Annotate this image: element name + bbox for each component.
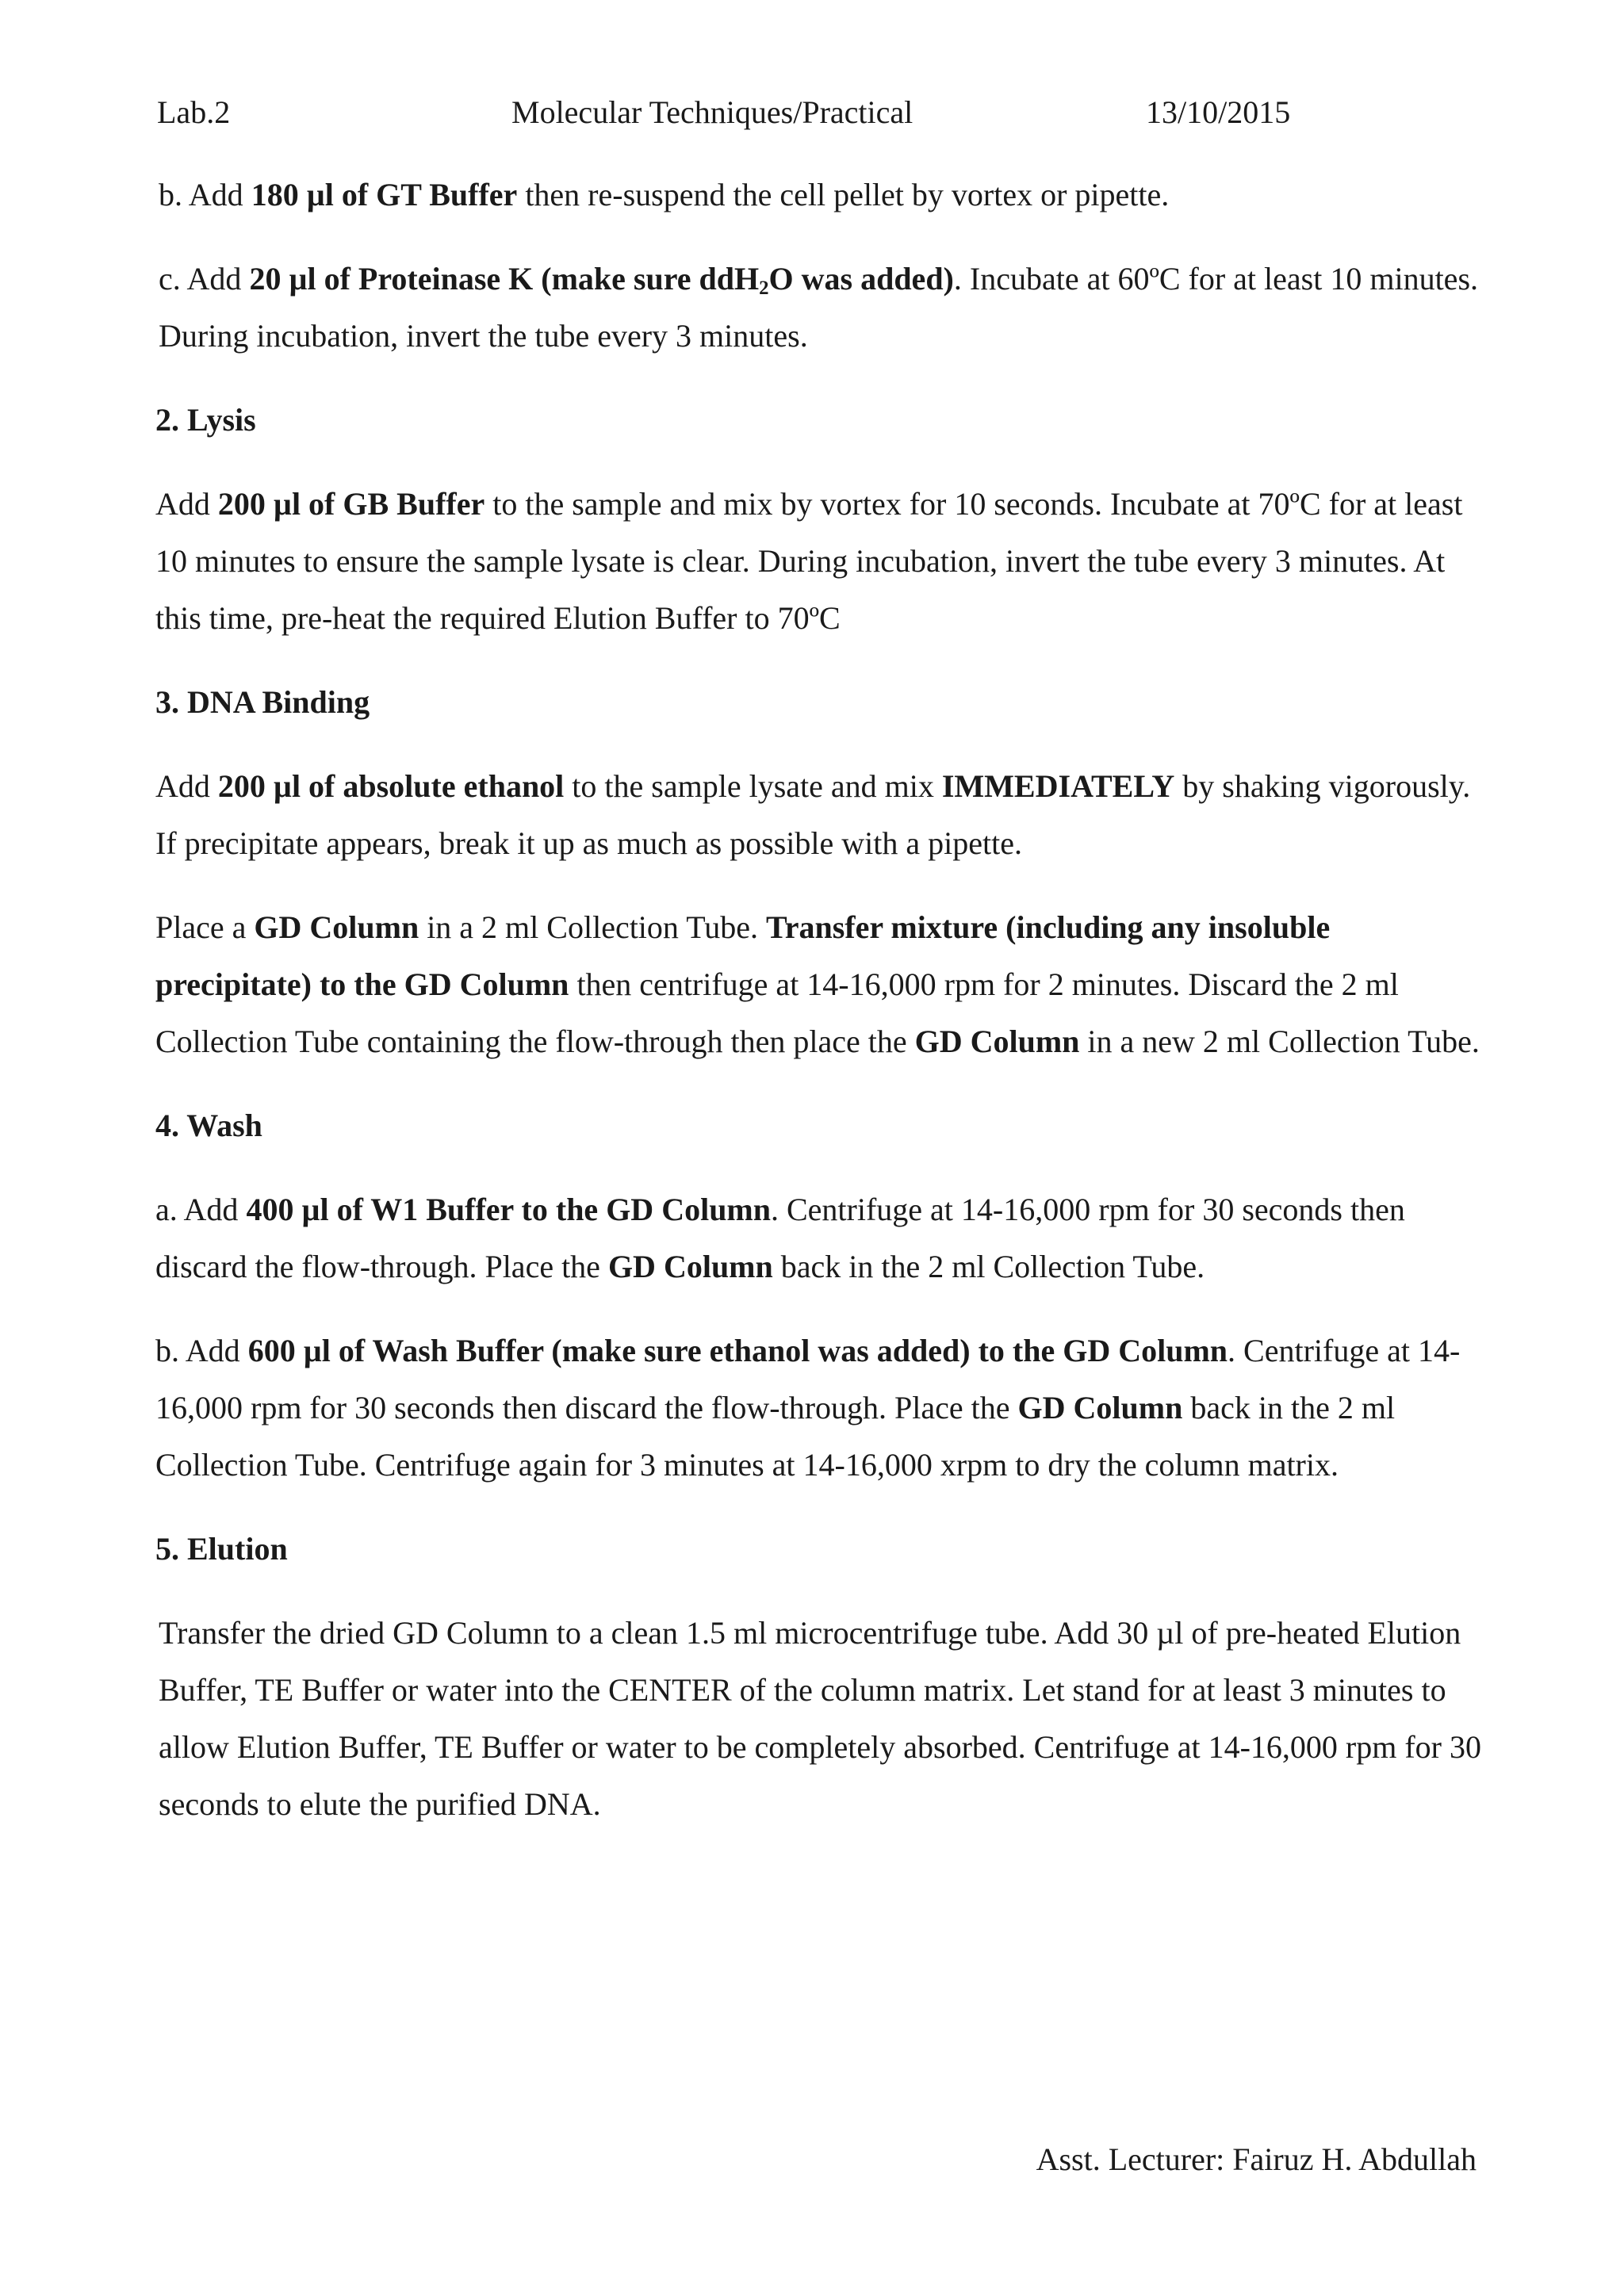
bold-span: 200 µl of absolute ethanol <box>217 768 565 804</box>
header-course-title: Molecular Techniques/Practical <box>511 94 914 130</box>
bold-span: GD Column <box>914 1024 1080 1059</box>
text-span: then re-suspend the cell pellet by vortex or pipette. <box>517 177 1170 212</box>
lysis-paragraph <box>155 476 1488 647</box>
text-span: back in the 2 ml Collection Tube. Centrifuge again for 3 minutes at 14-16,000 xrpm to dry the column matrix. <box>155 1390 1396 1483</box>
elution-paragraph: Transfer the dried GD Column to a clean 1.5 ml microcentrifuge tube. Add 30 µl of pre-heated Elution Buffer, TE Buffer or water into the CENTER of the column matrix. Let stand for at least 3 minutes to allow Elution Buffer, TE Buffer or water to be completely absorbed. Centrifuge at 14-16,000 rpm for 30 seconds to elute the purified DNA. <box>159 1615 1481 1822</box>
text-span: in a 2 ml Collection Tube. <box>419 909 766 945</box>
text-span: then centrifuge at 14-16,000 rpm for 2 minutes. Discard the 2 ml Collection Tube containing the flow-through then place the <box>155 966 1399 1059</box>
text-span: O was added) <box>768 261 954 297</box>
bold-span: 400 µl of W1 Buffer to the GD Column <box>246 1192 771 1227</box>
section-heading-elution: 5. Elution <box>155 1531 288 1567</box>
bold-span: 600 µl of Wash Buffer (make sure ethanol was added) to the GD Column <box>247 1333 1228 1368</box>
footer-author: Asst. Lecturer: Fairuz H. Abdullah <box>1036 2141 1477 2177</box>
bold-span: GD Column <box>254 909 419 945</box>
text-span: in a new 2 ml Collection Tube. <box>1079 1024 1480 1059</box>
text-span: b. Add <box>155 1333 248 1368</box>
text-span: Place a <box>155 909 255 945</box>
header-date: 13/10/2015 <box>1146 94 1291 130</box>
binding-paragraph-1 <box>155 758 1488 872</box>
document-body <box>155 166 1488 1860</box>
text-span: to the sample and mix by vortex for 10 seconds. Incubate at 70ºC for at least 10 minutes to ensure the sample lysate is clear. During incubation, invert the tube every 3 minutes. At this time, pre-heat the required Elution Buffer to 70ºC <box>155 486 1463 636</box>
bold-span: 200 µl of GB Buffer <box>217 486 485 522</box>
step-1c-paragraph <box>155 251 1488 365</box>
wash-paragraph-a <box>155 1181 1488 1295</box>
wash-paragraph-b <box>155 1322 1488 1494</box>
subscript: 2 <box>759 277 769 300</box>
bold-span: IMMEDIATELY <box>941 768 1175 804</box>
bold-span <box>249 261 954 300</box>
bold-span: GD Column <box>1017 1390 1183 1425</box>
bold-span: Transfer mixture (including any insoluble precipitate) to the GD Column <box>155 909 1331 1002</box>
header-lab-number: Lab.2 <box>157 94 231 130</box>
text-span: b. Add <box>159 177 251 212</box>
text-span: Add <box>155 768 218 804</box>
binding-paragraph-2 <box>155 899 1488 1070</box>
step-1b-paragraph <box>155 166 1488 224</box>
section-heading-lysis: 2. Lysis <box>155 402 256 438</box>
section-heading-wash: 4. Wash <box>155 1108 262 1143</box>
text-span: . Incubate at 60ºC for at least 10 minutes. During incubation, invert the tube every 3 minutes. <box>159 261 1479 354</box>
text-span: . Centrifuge at 14-16,000 rpm for 30 seconds then discard the flow-through. Place the <box>155 1333 1461 1425</box>
text-span: to the sample lysate and mix <box>564 768 942 804</box>
text-span: a. Add <box>155 1192 247 1227</box>
text-span: c. Add <box>159 261 250 297</box>
text-span: Add <box>155 486 218 522</box>
bold-span: GD Column <box>607 1249 773 1284</box>
text-span: by shaking vigorously. If precipitate appears, break it up as much as possible with a pipette. <box>155 768 1471 861</box>
text-span: . Centrifuge at 14-16,000 rpm for 30 seconds then discard the flow-through. Place the <box>155 1192 1405 1284</box>
text-span: 20 µl of Proteinase K (make sure ddH <box>249 261 760 297</box>
page-header <box>0 94 1624 141</box>
section-heading-dna-binding: 3. DNA Binding <box>155 684 370 720</box>
bold-span: 180 µl of GT Buffer <box>251 177 518 212</box>
text-span: back in the 2 ml Collection Tube. <box>772 1249 1205 1284</box>
